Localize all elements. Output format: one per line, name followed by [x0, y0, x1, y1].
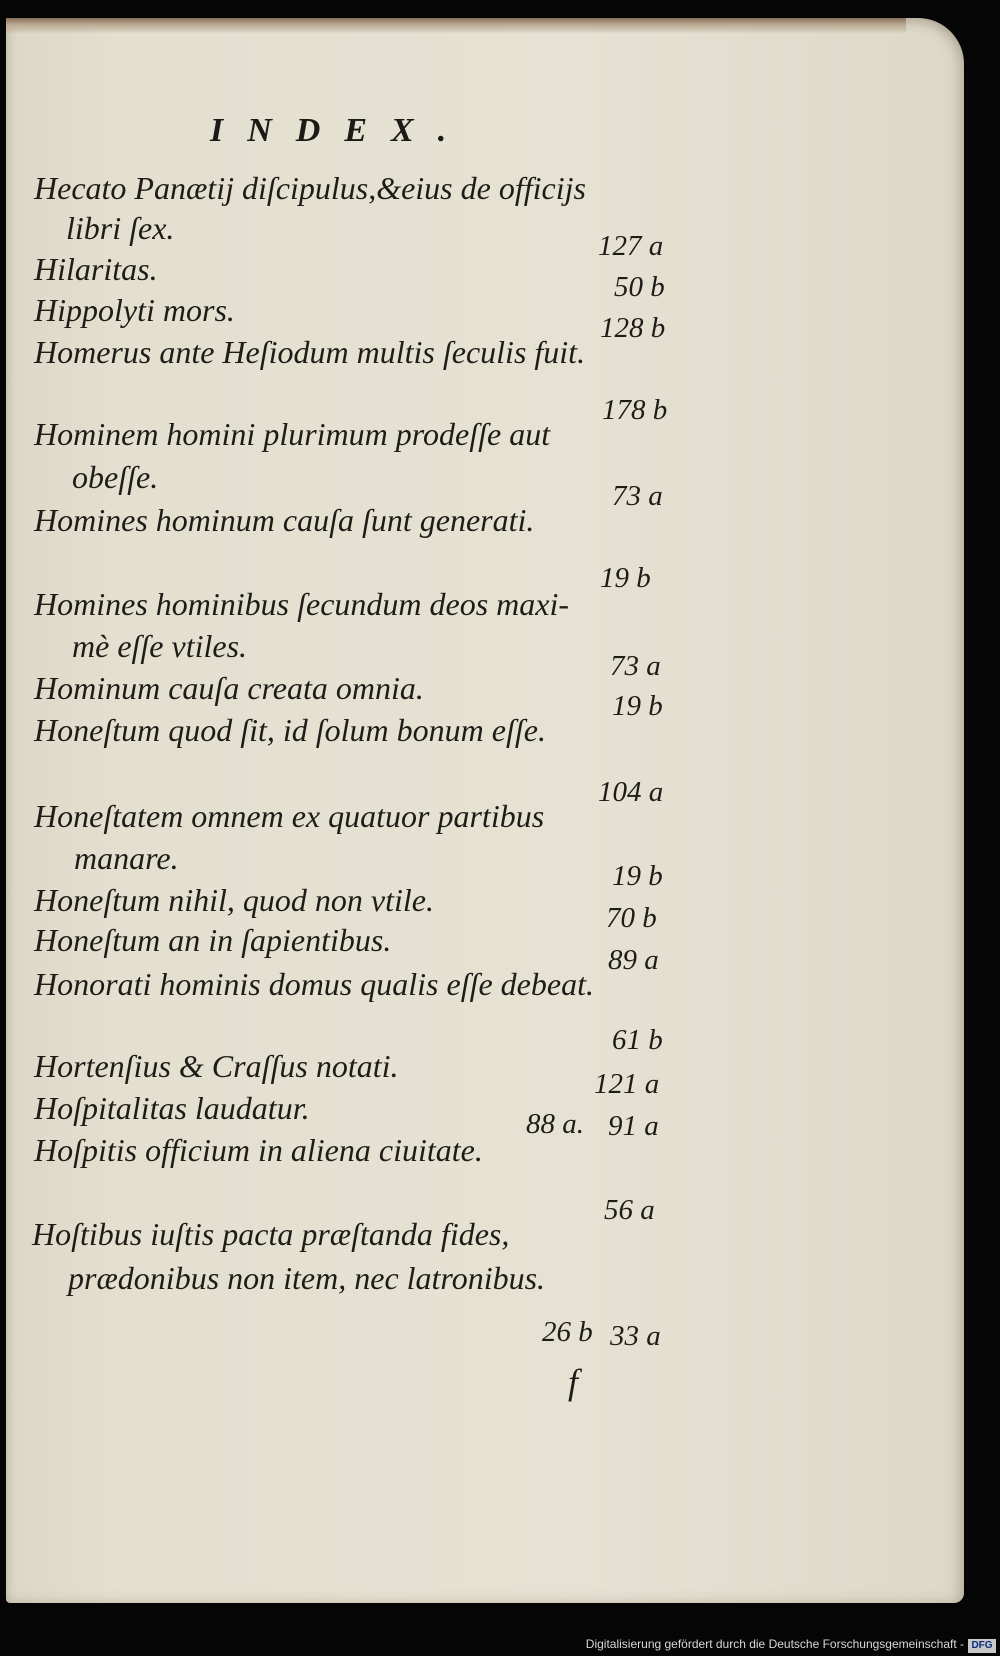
index-entry: Hortenſius & Craſſus notati.	[34, 1048, 399, 1084]
index-entry: Hoſpitalitas laudatur.	[34, 1090, 310, 1126]
index-entry: Hilaritas.	[34, 251, 158, 287]
page-reference: 61 b	[612, 1024, 663, 1056]
index-entry: Hominem homini plurimum prodeſſe aut	[34, 416, 551, 452]
page-reference: 19 b	[600, 562, 651, 594]
digitization-credit: Digitalisierung gefördert durch die Deutsche Forschungsgemeinschaft -	[585, 1637, 964, 1651]
signature-mark: f	[568, 1362, 579, 1402]
index-entry: Hoſtibus iuſtis pacta præſtanda fides,	[32, 1216, 510, 1252]
index-entry: Homines hominum cauſa ſunt generati.	[34, 502, 535, 538]
index-entry-continuation: mè eſſe vtiles.	[72, 628, 248, 664]
index-entry: Hippolyti mors.	[34, 292, 235, 328]
page-reference: 73 a	[612, 480, 663, 512]
page-reference: 26 b	[542, 1316, 593, 1348]
page-reference: 70 b	[606, 902, 657, 934]
page-reference: 19 b	[612, 690, 663, 722]
index-entry: Honeſtum quod ſit, id ſolum bonum eſſe.	[34, 712, 546, 748]
page-reference: 73 a	[610, 650, 661, 682]
index-entry: Honeſtatem omnem ex quatuor partibus	[34, 798, 545, 834]
page-reference: 91 a	[608, 1110, 659, 1142]
page-reference: 178 b	[602, 394, 668, 426]
page-reference: 127 a	[598, 230, 664, 262]
index-entry: Homines hominibus ſecundum deos maxi-	[34, 586, 570, 622]
index-entry-continuation: manare.	[74, 840, 179, 876]
index-entry-continuation: libri ſex.	[66, 210, 175, 246]
page-reference: 128 b	[600, 312, 666, 344]
page-reference: 33 a	[610, 1320, 661, 1352]
index-entry: Hecato Panætij diſcipulus,&eius de officijs	[34, 170, 586, 206]
page-reference: 121 a	[594, 1068, 660, 1100]
page-reference: 19 b	[612, 860, 663, 892]
page-reference: 89 a	[608, 944, 659, 976]
index-entry: Hoſpitis officium in aliena ciuitate.	[34, 1132, 483, 1168]
page-top-edge	[6, 18, 906, 34]
page-header: INDEX.	[210, 112, 471, 149]
index-entry-continuation: prædonibus non item, nec latronibus.	[68, 1260, 546, 1296]
index-entry-continuation: obeſſe.	[72, 459, 159, 495]
page-reference: 56 a	[604, 1194, 655, 1226]
page-reference: 50 b	[614, 271, 665, 303]
page-reference: 104 a	[598, 776, 664, 808]
index-entry: Honorati hominis domus qualis eſſe debeat.	[34, 966, 594, 1002]
dfg-logo: DFG	[968, 1639, 996, 1653]
page-reference: 88 a.	[526, 1108, 584, 1140]
index-entry: Honeſtum nihil, quod non vtile.	[34, 882, 434, 918]
index-entry: Honeſtum an in ſapientibus.	[34, 922, 392, 958]
index-entry: Homerus ante Heſiodum multis ſeculis fuit.	[34, 334, 586, 370]
index-entry: Hominum cauſa creata omnia.	[34, 670, 424, 706]
